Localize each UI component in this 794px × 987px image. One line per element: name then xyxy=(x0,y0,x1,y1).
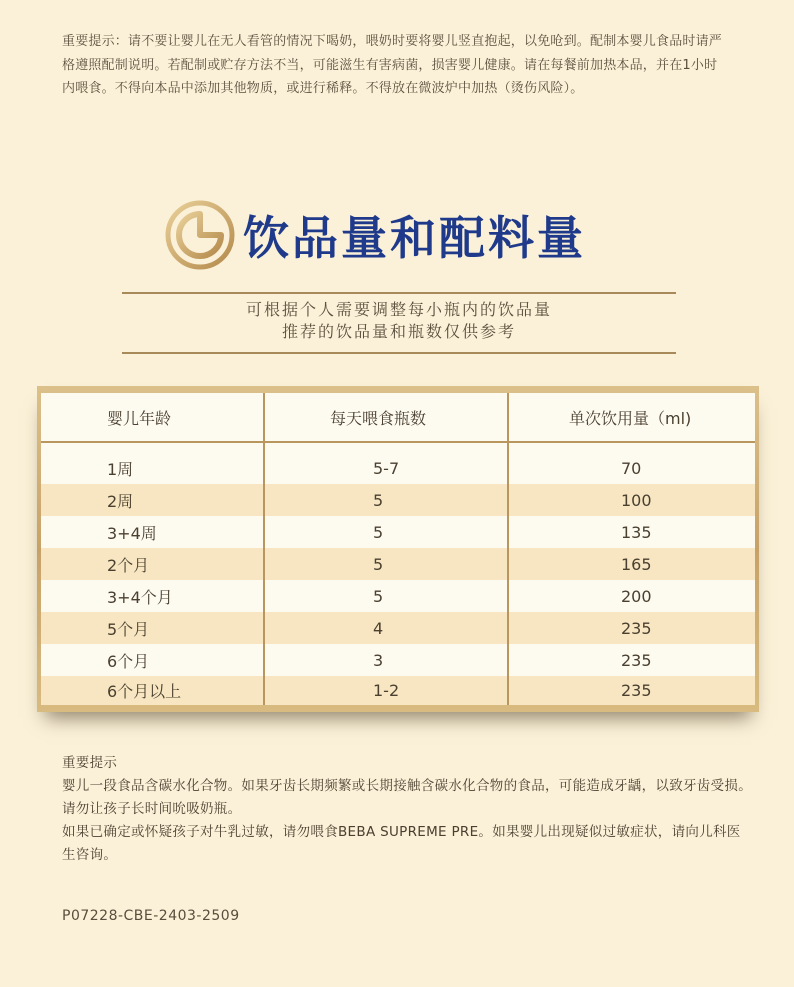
cell-age: 1周 xyxy=(107,459,134,479)
header-bottles-per-day: 每天喂食瓶数 xyxy=(330,408,427,428)
subtitle-line-2: 推荐的饮品量和瓶数仅供参考 xyxy=(281,322,516,341)
cell-amount: 235 xyxy=(621,681,652,700)
cell-bottles: 3 xyxy=(373,650,384,670)
table-row xyxy=(41,516,755,548)
top-notice: 重要提示：请不要让婴儿在无人看管的情况下喝奶，喂奶时要将婴儿竖直抱起，以免呛到。配制本婴儿食品时请严格遵照配制说明。若配制或贮存方法不当，可能滋生有害病菌，损害婴儿健康。请在每餐前加热本品，并在1小时内喂食。不得向本品中添加其他物质，或进行稀释。不得放在微波炉中加热（烫伤风险）。 xyxy=(62,34,723,96)
subtitle-line-1: 可根据个人需要调整每小瓶内的饮品量 xyxy=(245,300,552,319)
table-row xyxy=(41,612,755,644)
cell-bottles: 5 xyxy=(373,554,384,574)
cell-amount: 70 xyxy=(621,458,642,478)
cell-amount: 165 xyxy=(621,554,652,574)
header-amount-per-feed: 单次饮用量（ml) xyxy=(569,408,692,428)
cell-age: 3+4个月 xyxy=(107,587,173,607)
table-column-divider xyxy=(263,393,265,705)
divider-bottom xyxy=(122,352,676,354)
bottom-notice-paragraph-1: 婴儿一段食品含碳水化合物。如果牙齿长期频繁或长期接触含碳水化合物的食品，可能造成牙龋，以致牙齿受损。请勿让孩子长时间吮吸奶瓶。 xyxy=(62,778,752,817)
cell-bottles: 4 xyxy=(373,618,384,638)
cell-age: 2周 xyxy=(107,491,134,511)
section-title: 饮品量和配料量 xyxy=(243,211,586,265)
cell-age: 6个月 xyxy=(107,651,150,671)
cell-age: 5个月 xyxy=(107,619,150,639)
table-row xyxy=(41,484,755,516)
cell-amount: 235 xyxy=(621,650,652,670)
bottom-notice-paragraph-2: 如果已确定或怀疑孩子对牛乳过敏，请勿喂食BEBA SUPREME PRE。如果婴儿出现疑似过敏症状，请向儿科医生咨询。 xyxy=(62,824,741,863)
cell-amount: 200 xyxy=(621,586,652,606)
table-row xyxy=(41,452,755,484)
cell-age: 6个月以上 xyxy=(107,682,182,701)
cell-amount: 100 xyxy=(621,490,652,510)
subtitle xyxy=(122,299,676,343)
header-age: 婴儿年龄 xyxy=(107,408,172,428)
cell-amount: 235 xyxy=(621,618,652,638)
table-row xyxy=(41,676,755,705)
product-code: P07228-CBE-2403-2509 xyxy=(62,908,240,924)
cell-bottles: 5-7 xyxy=(373,458,400,478)
table-header-divider xyxy=(41,441,755,443)
cell-bottles: 1-2 xyxy=(373,681,400,700)
cell-bottles: 5 xyxy=(373,490,384,510)
bottom-notice-heading: 重要提示 xyxy=(62,755,118,771)
cell-age: 2个月 xyxy=(107,555,150,575)
cell-bottles: 5 xyxy=(373,586,384,606)
bottom-notice xyxy=(62,752,752,867)
pie-chart-icon xyxy=(165,200,235,270)
section-title-row xyxy=(165,195,586,275)
feeding-table-frame xyxy=(37,386,759,712)
table-header-row xyxy=(41,393,755,441)
table-row xyxy=(41,580,755,612)
table-row xyxy=(41,548,755,580)
table-row xyxy=(41,644,755,676)
cell-age: 3+4周 xyxy=(107,523,157,543)
feeding-table xyxy=(41,393,755,705)
cell-amount: 135 xyxy=(621,522,652,542)
cell-bottles: 5 xyxy=(373,522,384,542)
table-column-divider xyxy=(507,393,509,705)
divider-top xyxy=(122,292,676,294)
